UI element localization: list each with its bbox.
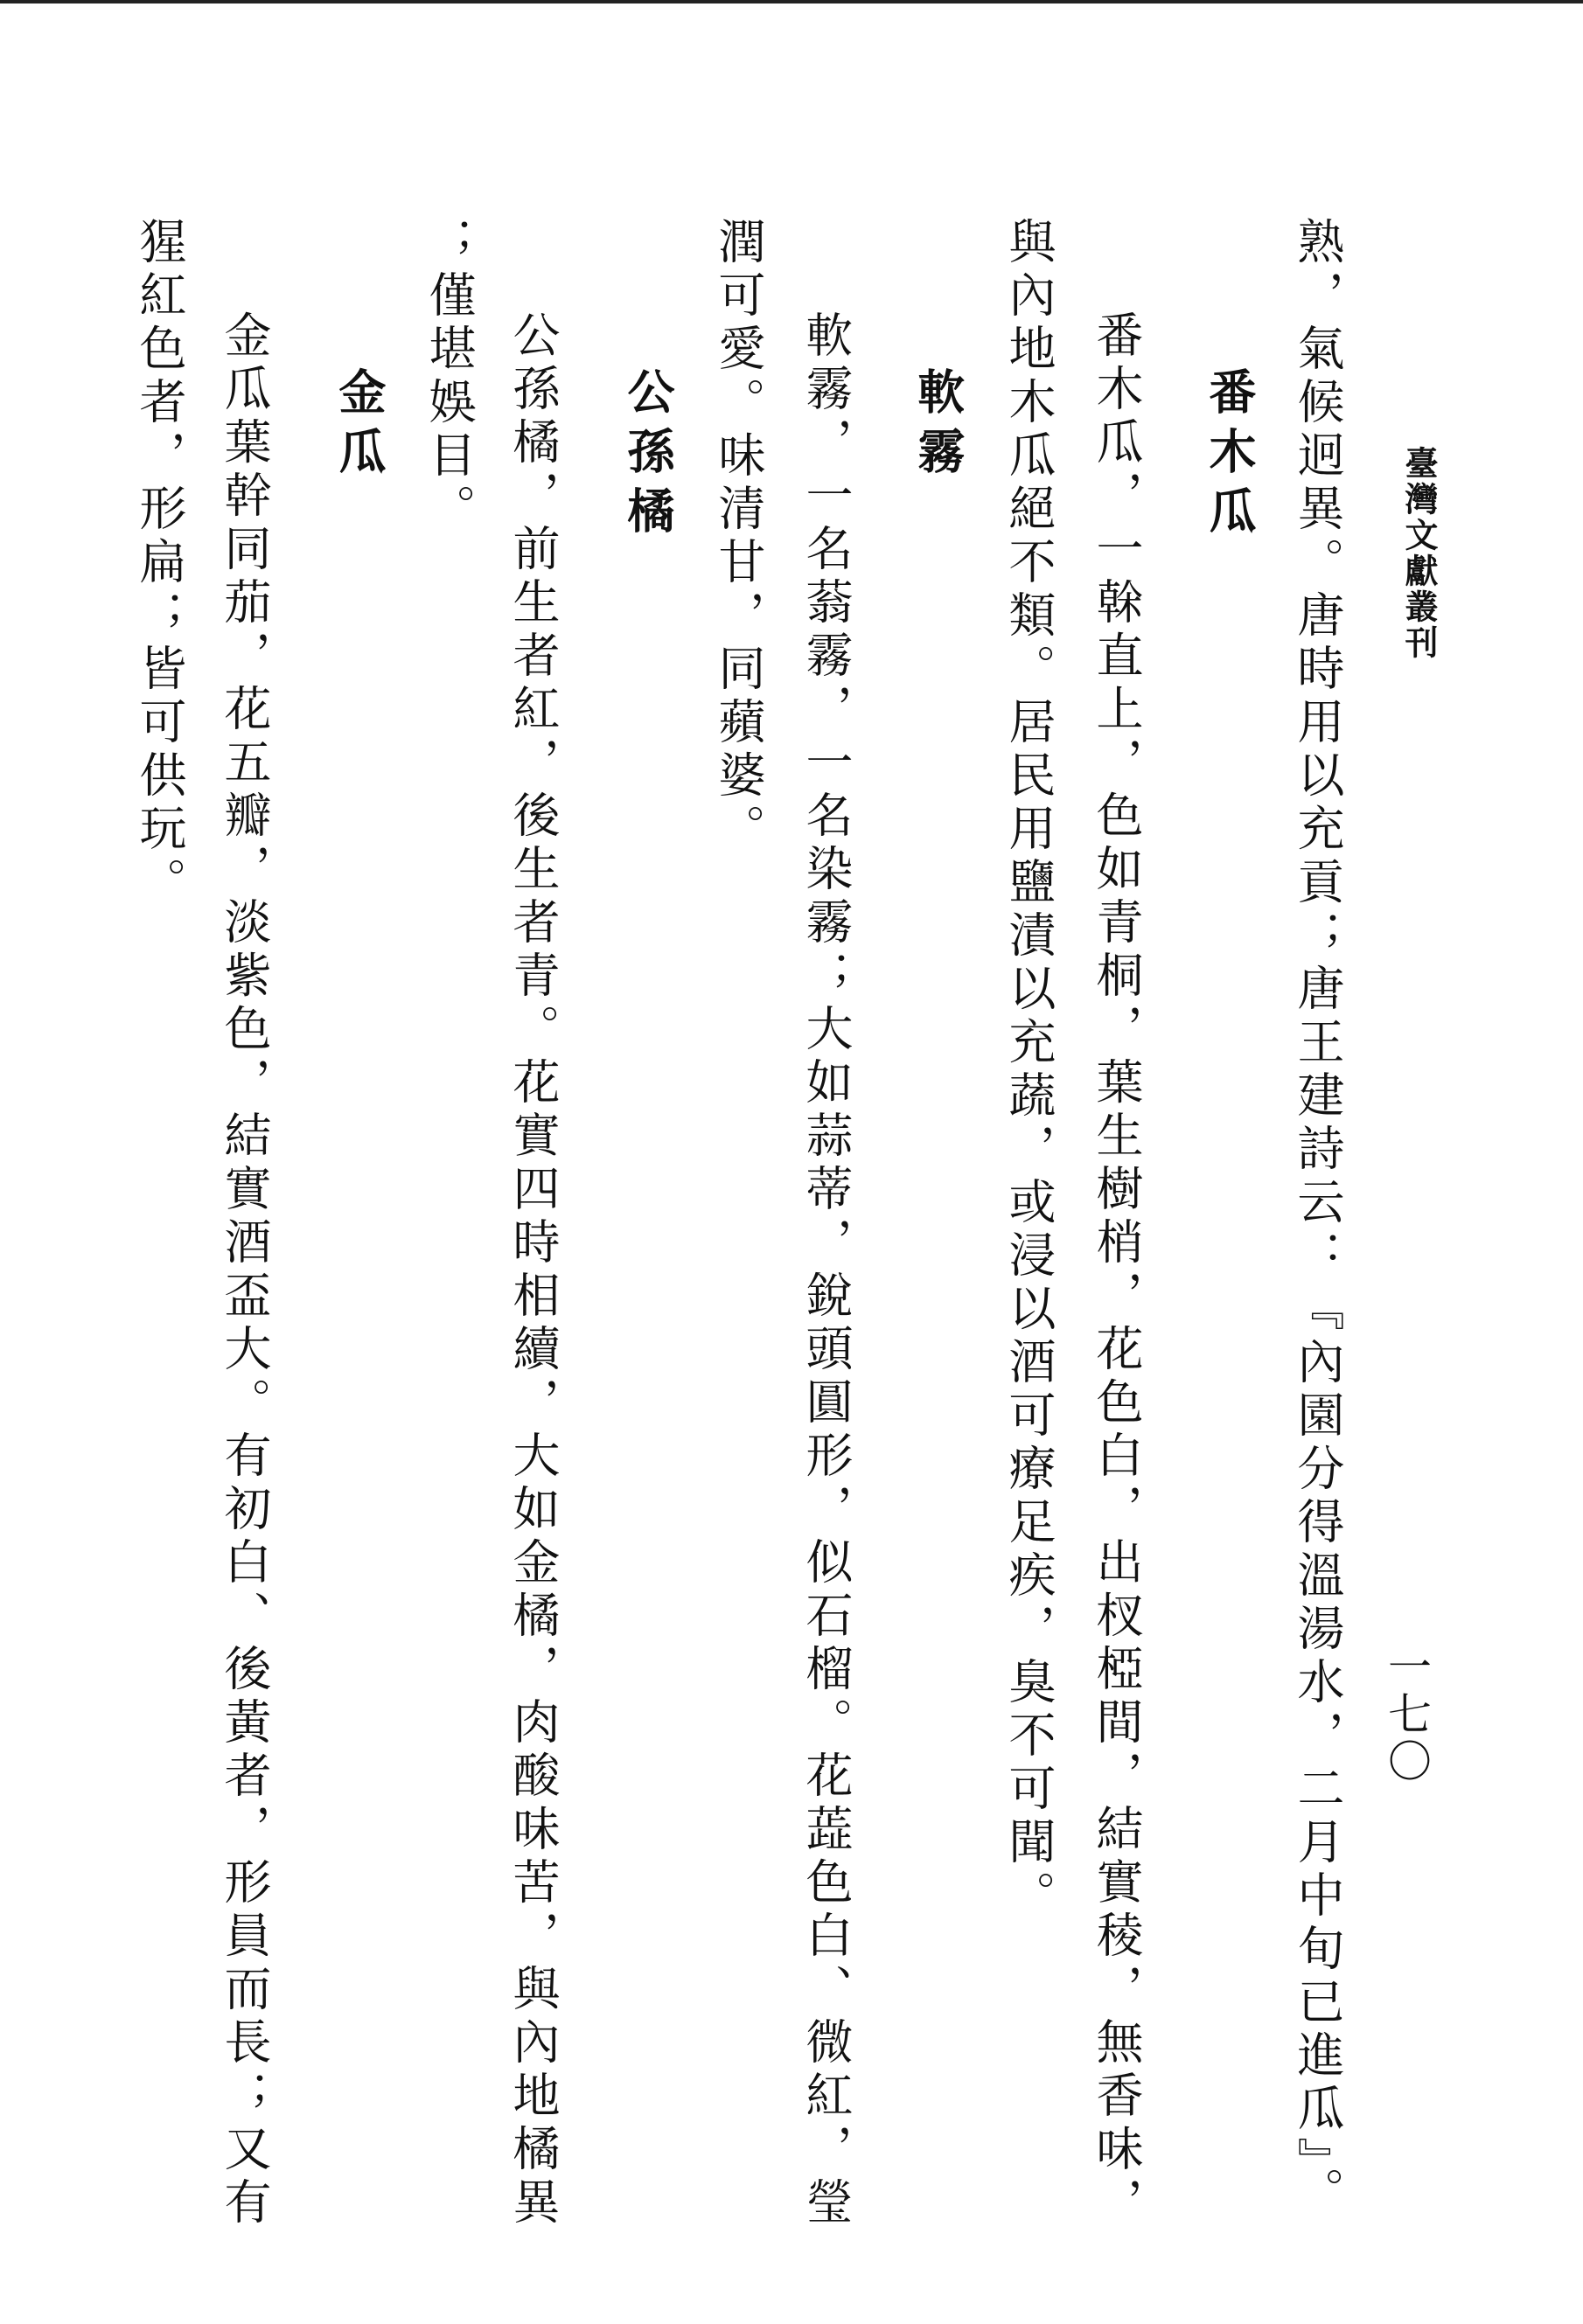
text-column-13: 猩紅色者，形扁；皆可供玩。	[132, 217, 187, 910]
heading-golden-melon: 金瓜	[331, 367, 387, 486]
heading-wax-apple: 軟霧	[910, 367, 966, 486]
text-column-1: 熟，氣候迥異。唐時用以充貢；唐王建詩云：『內園分得溫湯水，二月中旬已進瓜』。	[1290, 217, 1345, 2220]
text-column-9: 公孫橘，前生者紅，後生者青。花實四時相續，大如金橘，肉酸味苦，與內地橘異	[506, 310, 561, 2230]
series-title: 臺灣文獻叢刊	[1399, 446, 1439, 661]
text-column-3: 番木瓜，一榦直上，色如青桐，葉生樹梢，花色白，出杈椏間，結實稜，無香味，	[1089, 310, 1144, 2230]
text-column-4: 與內地木瓜絕不類。居民用鹽漬以充蔬，或浸以酒可療足疾，臭不可聞。	[1001, 217, 1056, 1924]
heading-papaya: 番木瓜	[1202, 367, 1258, 546]
text-column-6: 軟霧，一名蓊霧，一名染霧；大如蒜蒂，銳頭圓形，似石榴。花蕋色白、微紅，瑩	[798, 310, 854, 2230]
heading-gongsun-orange: 公孫橘	[620, 367, 676, 546]
text-column-7: 潤可愛。味清甘，同蘋婆。	[711, 217, 766, 857]
text-column-12: 金瓜葉幹同茄，花五瓣，淡紫色，結實酒盃大。有初白、後黃者，形員而長；又有	[217, 310, 272, 2230]
page-number: 一七〇	[1381, 1644, 1432, 1785]
text-column-10: ；僅堪娛目。	[422, 217, 477, 537]
page-top-border	[0, 0, 1583, 3]
